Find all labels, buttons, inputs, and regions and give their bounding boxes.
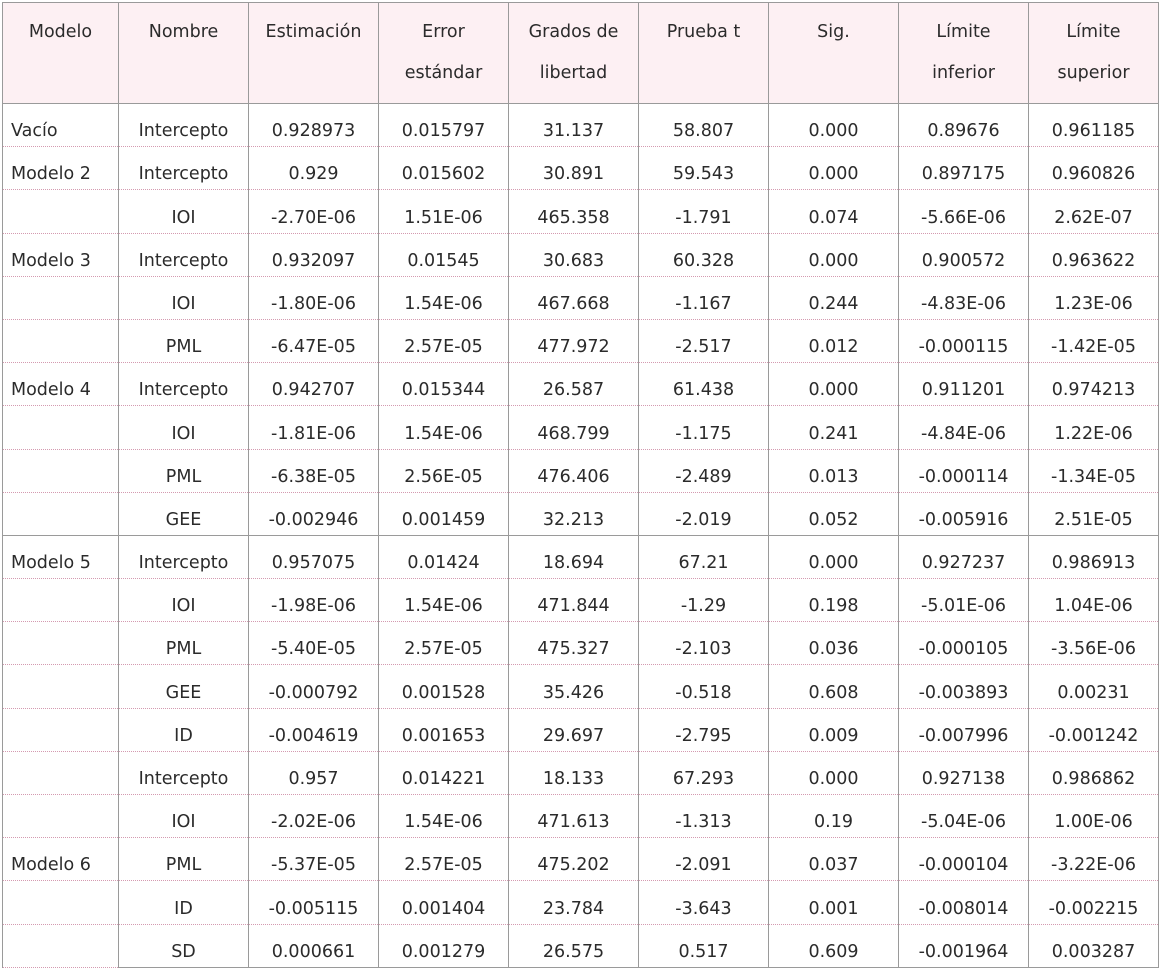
- cell-limite-superior: 2.62E-07: [1029, 190, 1159, 233]
- cell-limite-superior: 0.960826: [1029, 147, 1159, 190]
- cell-prueba-t: -3.643: [639, 881, 769, 924]
- cell-estimacion: -5.37E-05: [249, 838, 379, 881]
- cell-grados-libertad: 468.799: [509, 406, 639, 449]
- cell-error-estandar: 0.001404: [379, 881, 509, 924]
- cell-limite-inferior: -0.000105: [899, 622, 1029, 665]
- header-limite-superior: Límite superior: [1029, 3, 1159, 104]
- cell-grados-libertad: 26.575: [509, 924, 639, 967]
- cell-error-estandar: 1.54E-06: [379, 579, 509, 622]
- cell-modelo: [3, 795, 119, 838]
- cell-error-estandar: 2.57E-05: [379, 838, 509, 881]
- cell-estimacion: -6.38E-05: [249, 449, 379, 492]
- cell-limite-inferior: -5.01E-06: [899, 579, 1029, 622]
- cell-nombre: IOI: [119, 406, 249, 449]
- cell-modelo: [3, 622, 119, 665]
- cell-sig: 0.001: [769, 881, 899, 924]
- cell-limite-superior: 0.961185: [1029, 104, 1159, 147]
- cell-nombre: PML: [119, 449, 249, 492]
- cell-sig: 0.000: [769, 751, 899, 794]
- cell-grados-libertad: 31.137: [509, 104, 639, 147]
- cell-sig: 0.000: [769, 233, 899, 276]
- cell-nombre: IOI: [119, 190, 249, 233]
- cell-error-estandar: 0.015602: [379, 147, 509, 190]
- cell-nombre: PML: [119, 838, 249, 881]
- cell-nombre: ID: [119, 708, 249, 751]
- table-row: [3, 319, 1159, 362]
- cell-prueba-t: 61.438: [639, 363, 769, 406]
- cell-prueba-t: -2.795: [639, 708, 769, 751]
- header-estimacion: Estimación: [249, 3, 379, 104]
- cell-prueba-t: -2.103: [639, 622, 769, 665]
- cell-sig: 0.241: [769, 406, 899, 449]
- cell-error-estandar: 0.01545: [379, 233, 509, 276]
- cell-sig: 0.609: [769, 924, 899, 967]
- header-prueba-t: Prueba t: [639, 3, 769, 104]
- cell-error-estandar: 0.015797: [379, 104, 509, 147]
- cell-limite-superior: 0.963622: [1029, 233, 1159, 276]
- cell-limite-superior: 0.986913: [1029, 535, 1159, 578]
- cell-prueba-t: -0.518: [639, 665, 769, 708]
- cell-prueba-t: 58.807: [639, 104, 769, 147]
- cell-limite-superior: -0.001242: [1029, 708, 1159, 751]
- cell-grados-libertad: 30.891: [509, 147, 639, 190]
- cell-modelo: [3, 751, 119, 794]
- cell-error-estandar: 0.001528: [379, 665, 509, 708]
- cell-estimacion: -6.47E-05: [249, 319, 379, 362]
- cell-limite-superior: 1.00E-06: [1029, 795, 1159, 838]
- cell-limite-inferior: -4.84E-06: [899, 406, 1029, 449]
- cell-error-estandar: 0.014221: [379, 751, 509, 794]
- cell-sig: 0.036: [769, 622, 899, 665]
- cell-modelo: Modelo 5: [3, 535, 119, 578]
- cell-limite-inferior: -0.001964: [899, 924, 1029, 967]
- cell-estimacion: 0.929: [249, 147, 379, 190]
- cell-nombre: Intercepto: [119, 363, 249, 406]
- cell-sig: 0.009: [769, 708, 899, 751]
- cell-sig: 0.074: [769, 190, 899, 233]
- cell-limite-inferior: -0.000104: [899, 838, 1029, 881]
- cell-estimacion: 0.000661: [249, 924, 379, 967]
- cell-modelo: Modelo 2: [3, 147, 119, 190]
- table-row: [3, 665, 1159, 708]
- cell-limite-inferior: 0.897175: [899, 147, 1029, 190]
- cell-error-estandar: 1.54E-06: [379, 406, 509, 449]
- cell-limite-inferior: -0.000114: [899, 449, 1029, 492]
- cell-estimacion: 0.942707: [249, 363, 379, 406]
- cell-modelo: [3, 579, 119, 622]
- cell-prueba-t: 67.21: [639, 535, 769, 578]
- cell-limite-inferior: -0.008014: [899, 881, 1029, 924]
- cell-nombre: SD: [119, 924, 249, 967]
- cell-sig: 0.244: [769, 276, 899, 319]
- cell-error-estandar: 2.56E-05: [379, 449, 509, 492]
- cell-limite-inferior: 0.911201: [899, 363, 1029, 406]
- cell-prueba-t: -2.489: [639, 449, 769, 492]
- table-row: [3, 924, 1159, 967]
- cell-estimacion: -2.02E-06: [249, 795, 379, 838]
- cell-limite-superior: -1.34E-05: [1029, 449, 1159, 492]
- table-header: [3, 3, 1159, 104]
- cell-limite-inferior: 0.927138: [899, 751, 1029, 794]
- cell-limite-superior: 0.003287: [1029, 924, 1159, 967]
- cell-sig: 0.000: [769, 363, 899, 406]
- cell-modelo: Vacío: [3, 104, 119, 147]
- table-row: [3, 190, 1159, 233]
- table-row: [3, 147, 1159, 190]
- header-nombre: Nombre: [119, 3, 249, 104]
- table-row: [3, 449, 1159, 492]
- cell-limite-superior: 1.22E-06: [1029, 406, 1159, 449]
- cell-modelo: [3, 881, 119, 924]
- cell-grados-libertad: 465.358: [509, 190, 639, 233]
- cell-error-estandar: 1.54E-06: [379, 276, 509, 319]
- cell-nombre: Intercepto: [119, 147, 249, 190]
- cell-sig: 0.608: [769, 665, 899, 708]
- cell-estimacion: 0.957075: [249, 535, 379, 578]
- table-row: [3, 363, 1159, 406]
- cell-nombre: PML: [119, 319, 249, 362]
- cell-nombre: IOI: [119, 276, 249, 319]
- table-row: [3, 535, 1159, 578]
- cell-prueba-t: -1.29: [639, 579, 769, 622]
- cell-prueba-t: -1.791: [639, 190, 769, 233]
- cell-nombre: Intercepto: [119, 233, 249, 276]
- cell-limite-superior: 0.974213: [1029, 363, 1159, 406]
- cell-sig: 0.000: [769, 535, 899, 578]
- table-body: [3, 104, 1159, 968]
- cell-sig: 0.000: [769, 104, 899, 147]
- cell-sig: 0.013: [769, 449, 899, 492]
- cell-sig: 0.052: [769, 492, 899, 535]
- cell-prueba-t: 0.517: [639, 924, 769, 967]
- cell-limite-inferior: -5.04E-06: [899, 795, 1029, 838]
- cell-modelo: [3, 665, 119, 708]
- cell-nombre: PML: [119, 622, 249, 665]
- header-sig: Sig.: [769, 3, 899, 104]
- cell-modelo: [3, 406, 119, 449]
- table-row: [3, 492, 1159, 535]
- cell-nombre: Intercepto: [119, 751, 249, 794]
- cell-grados-libertad: 475.327: [509, 622, 639, 665]
- cell-nombre: Intercepto: [119, 535, 249, 578]
- cell-nombre: ID: [119, 881, 249, 924]
- cell-limite-inferior: -0.005916: [899, 492, 1029, 535]
- cell-grados-libertad: 476.406: [509, 449, 639, 492]
- cell-sig: 0.19: [769, 795, 899, 838]
- table-row: [3, 579, 1159, 622]
- cell-estimacion: -0.004619: [249, 708, 379, 751]
- cell-error-estandar: 0.001653: [379, 708, 509, 751]
- cell-modelo: [3, 708, 119, 751]
- cell-limite-inferior: -5.66E-06: [899, 190, 1029, 233]
- cell-limite-superior: 2.51E-05: [1029, 492, 1159, 535]
- cell-limite-superior: 1.23E-06: [1029, 276, 1159, 319]
- cell-prueba-t: -1.167: [639, 276, 769, 319]
- cell-grados-libertad: 467.668: [509, 276, 639, 319]
- cell-grados-libertad: 471.844: [509, 579, 639, 622]
- cell-grados-libertad: 32.213: [509, 492, 639, 535]
- cell-grados-libertad: 23.784: [509, 881, 639, 924]
- cell-estimacion: 0.928973: [249, 104, 379, 147]
- cell-limite-inferior: 0.900572: [899, 233, 1029, 276]
- cell-prueba-t: -1.175: [639, 406, 769, 449]
- cell-nombre: GEE: [119, 492, 249, 535]
- cell-estimacion: 0.957: [249, 751, 379, 794]
- cell-limite-inferior: -4.83E-06: [899, 276, 1029, 319]
- cell-error-estandar: 0.001459: [379, 492, 509, 535]
- cell-modelo: [3, 319, 119, 362]
- cell-limite-superior: 1.04E-06: [1029, 579, 1159, 622]
- cell-limite-superior: -3.22E-06: [1029, 838, 1159, 881]
- cell-limite-superior: -1.42E-05: [1029, 319, 1159, 362]
- cell-nombre: IOI: [119, 579, 249, 622]
- cell-nombre: IOI: [119, 795, 249, 838]
- cell-grados-libertad: 29.697: [509, 708, 639, 751]
- cell-limite-inferior: -0.000115: [899, 319, 1029, 362]
- cell-sig: 0.037: [769, 838, 899, 881]
- cell-error-estandar: 1.54E-06: [379, 795, 509, 838]
- header-limite-inferior: Límite inferior: [899, 3, 1029, 104]
- cell-modelo: [3, 492, 119, 535]
- table-row: [3, 276, 1159, 319]
- cell-prueba-t: 67.293: [639, 751, 769, 794]
- cell-estimacion: -0.000792: [249, 665, 379, 708]
- table-row: [3, 881, 1159, 924]
- cell-modelo: [3, 190, 119, 233]
- cell-estimacion: -0.005115: [249, 881, 379, 924]
- cell-sig: 0.198: [769, 579, 899, 622]
- table-row: [3, 622, 1159, 665]
- cell-prueba-t: -1.313: [639, 795, 769, 838]
- cell-nombre: GEE: [119, 665, 249, 708]
- table-row: [3, 708, 1159, 751]
- cell-estimacion: -1.98E-06: [249, 579, 379, 622]
- cell-error-estandar: 0.015344: [379, 363, 509, 406]
- cell-modelo: [3, 276, 119, 319]
- header-error-estandar: Error estándar: [379, 3, 509, 104]
- cell-estimacion: 0.932097: [249, 233, 379, 276]
- cell-error-estandar: 2.57E-05: [379, 319, 509, 362]
- cell-sig: 0.000: [769, 147, 899, 190]
- cell-grados-libertad: 477.972: [509, 319, 639, 362]
- cell-estimacion: -2.70E-06: [249, 190, 379, 233]
- cell-estimacion: -1.80E-06: [249, 276, 379, 319]
- results-table: [2, 2, 1159, 968]
- cell-sig: 0.012: [769, 319, 899, 362]
- table-row: [3, 233, 1159, 276]
- cell-grados-libertad: 35.426: [509, 665, 639, 708]
- table-row: [3, 104, 1159, 147]
- cell-prueba-t: -2.517: [639, 319, 769, 362]
- cell-estimacion: -5.40E-05: [249, 622, 379, 665]
- cell-limite-inferior: 0.89676: [899, 104, 1029, 147]
- cell-modelo: Modelo 4: [3, 363, 119, 406]
- cell-limite-inferior: -0.007996: [899, 708, 1029, 751]
- header-modelo: Modelo: [3, 3, 119, 104]
- cell-nombre: Intercepto: [119, 104, 249, 147]
- cell-limite-superior: 0.986862: [1029, 751, 1159, 794]
- cell-limite-inferior: -0.003893: [899, 665, 1029, 708]
- cell-modelo: Modelo 3: [3, 233, 119, 276]
- cell-grados-libertad: 18.694: [509, 535, 639, 578]
- cell-prueba-t: -2.091: [639, 838, 769, 881]
- cell-modelo: [3, 924, 119, 967]
- cell-limite-superior: -3.56E-06: [1029, 622, 1159, 665]
- header-grados-libertad: Grados de libertad: [509, 3, 639, 104]
- cell-prueba-t: -2.019: [639, 492, 769, 535]
- cell-modelo: [3, 449, 119, 492]
- cell-grados-libertad: 475.202: [509, 838, 639, 881]
- table-row: [3, 838, 1159, 881]
- cell-grados-libertad: 26.587: [509, 363, 639, 406]
- cell-limite-superior: 0.00231: [1029, 665, 1159, 708]
- table-row: [3, 795, 1159, 838]
- table-row: [3, 751, 1159, 794]
- cell-error-estandar: 2.57E-05: [379, 622, 509, 665]
- cell-estimacion: -0.002946: [249, 492, 379, 535]
- cell-limite-superior: -0.002215: [1029, 881, 1159, 924]
- cell-prueba-t: 60.328: [639, 233, 769, 276]
- cell-grados-libertad: 471.613: [509, 795, 639, 838]
- cell-estimacion: -1.81E-06: [249, 406, 379, 449]
- table-row: [3, 406, 1159, 449]
- cell-prueba-t: 59.543: [639, 147, 769, 190]
- cell-error-estandar: 1.51E-06: [379, 190, 509, 233]
- cell-error-estandar: 0.001279: [379, 924, 509, 967]
- cell-grados-libertad: 18.133: [509, 751, 639, 794]
- cell-limite-inferior: 0.927237: [899, 535, 1029, 578]
- cell-error-estandar: 0.01424: [379, 535, 509, 578]
- header-row: [3, 3, 1159, 104]
- cell-modelo: Modelo 6: [3, 838, 119, 881]
- cell-grados-libertad: 30.683: [509, 233, 639, 276]
